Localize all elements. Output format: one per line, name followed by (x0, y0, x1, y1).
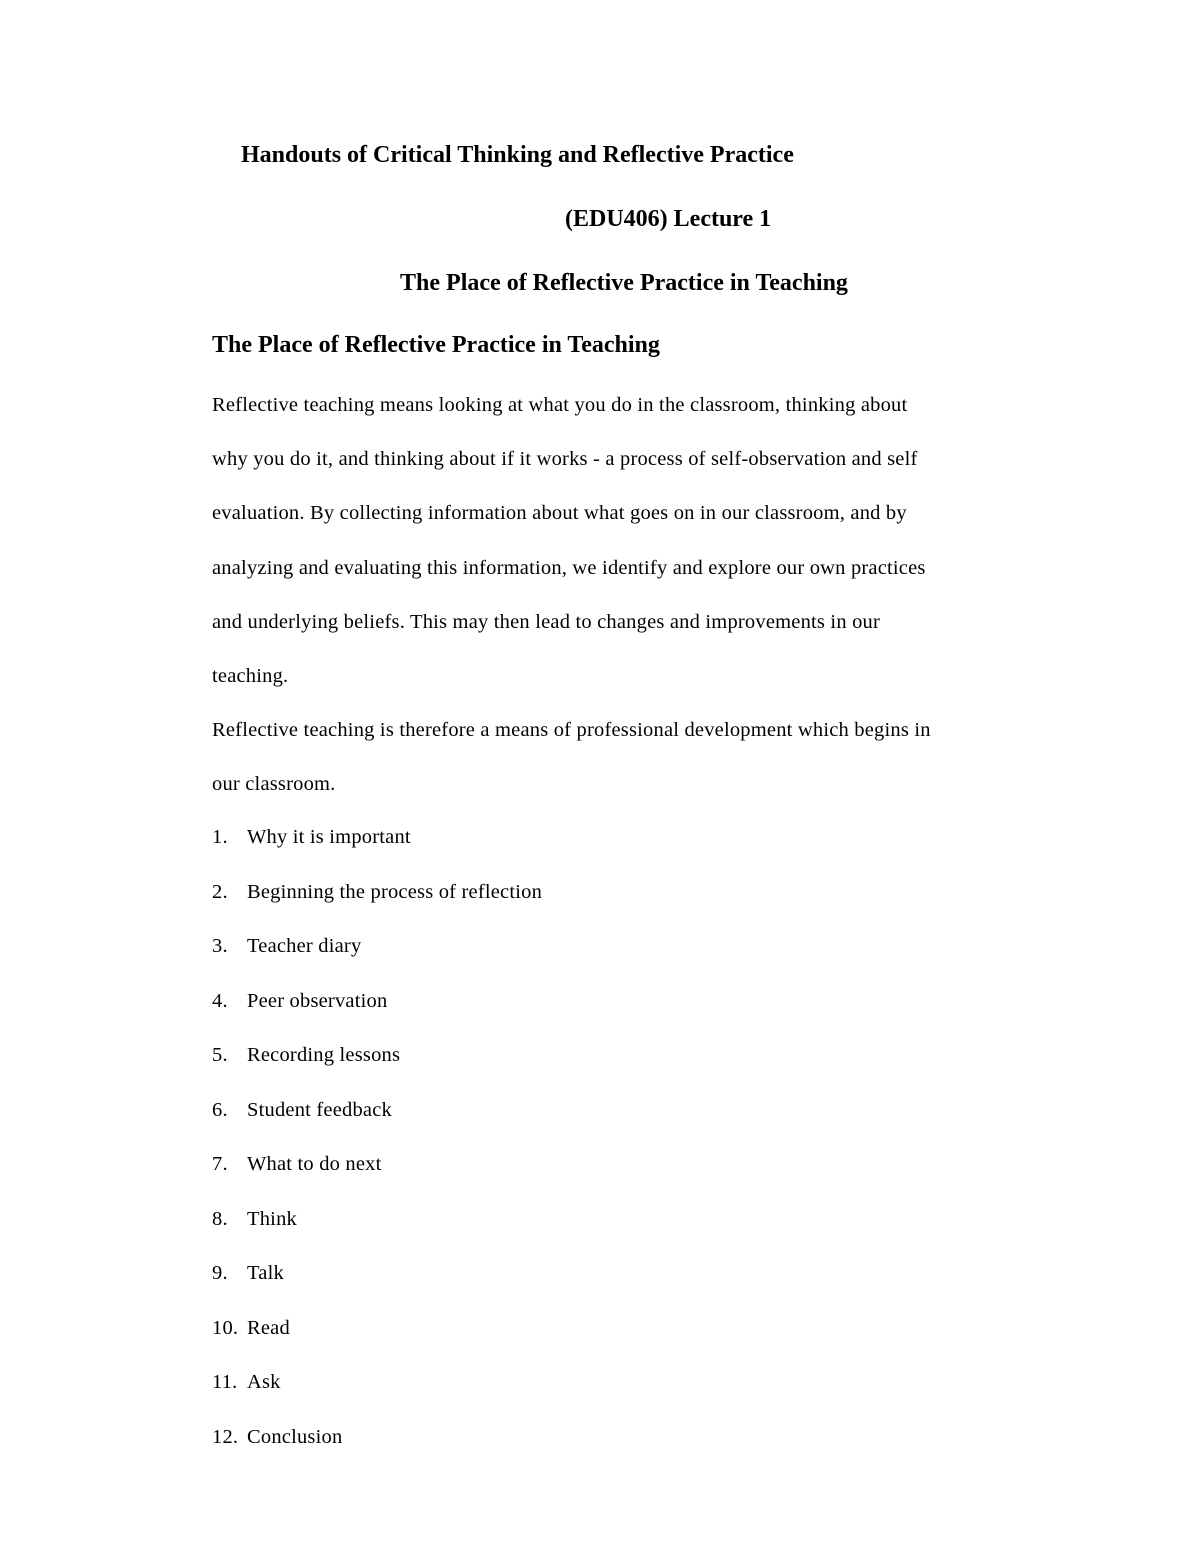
list-number: 2. (212, 880, 228, 903)
list-text: Ask (247, 1371, 281, 1393)
section-heading: The Place of Reflective Practice in Teaching (212, 332, 660, 358)
list-item (212, 1410, 542, 1465)
paragraph-line: teaching. (212, 664, 289, 687)
document-title: Handouts of Critical Thinking and Reflective Practice (241, 142, 794, 168)
list-number: 8. (212, 1207, 228, 1230)
list-text: Conclusion (247, 1425, 343, 1448)
list-text: Beginning the process of reflection (247, 880, 543, 903)
list-text: What to do next (247, 1153, 382, 1175)
list-number: 6. (212, 1098, 228, 1121)
centered-heading: The Place of Reflective Practice in Teaching (400, 270, 848, 296)
paragraph-2 (212, 703, 1042, 811)
list-number: 3. (212, 935, 228, 957)
paragraph-line: Reflective teaching means looking at what you do in the classroom, thinking about (212, 394, 908, 416)
list-text: Peer observation (247, 989, 388, 1012)
list-item (212, 974, 542, 1029)
list-number: 11. (212, 1371, 238, 1393)
topic-list (212, 810, 542, 1464)
list-item (212, 919, 542, 974)
list-text: Recording lessons (247, 1044, 401, 1066)
list-item (212, 1083, 542, 1138)
list-text: Talk (247, 1262, 284, 1284)
paragraph-line: evaluation. By collecting information about what goes on in our classroom, and by (212, 502, 907, 525)
list-item (212, 865, 542, 920)
list-item (212, 1137, 542, 1192)
list-item (212, 810, 542, 865)
list-item (212, 1301, 542, 1356)
list-text: Student feedback (247, 1098, 392, 1121)
list-item (212, 1355, 542, 1410)
paragraph-line: our classroom. (212, 773, 336, 796)
document-subtitle: (EDU406) Lecture 1 (565, 206, 772, 232)
list-number: 10. (212, 1316, 239, 1339)
list-item (212, 1028, 542, 1083)
list-text: Read (247, 1316, 290, 1339)
list-number: 7. (212, 1153, 228, 1175)
list-item (212, 1246, 542, 1301)
list-item (212, 1192, 542, 1247)
list-text: Teacher diary (247, 935, 362, 957)
list-text: Why it is important (247, 826, 411, 848)
paragraph-line: Reflective teaching is therefore a means of professional development which begins in (212, 719, 931, 741)
list-number: 5. (212, 1044, 228, 1066)
paragraph-1 (212, 378, 1042, 703)
list-number: 12. (212, 1425, 239, 1448)
paragraph-line: analyzing and evaluating this information, we identify and explore our own practices (212, 556, 926, 579)
paragraph-line: why you do it, and thinking about if it works - a process of self-observation and self (212, 448, 918, 471)
list-number: 9. (212, 1262, 228, 1284)
list-text: Think (247, 1207, 297, 1230)
list-number: 1. (212, 826, 228, 848)
list-number: 4. (212, 989, 228, 1012)
paragraph-line: and underlying beliefs. This may then lead to changes and improvements in our (212, 610, 881, 633)
